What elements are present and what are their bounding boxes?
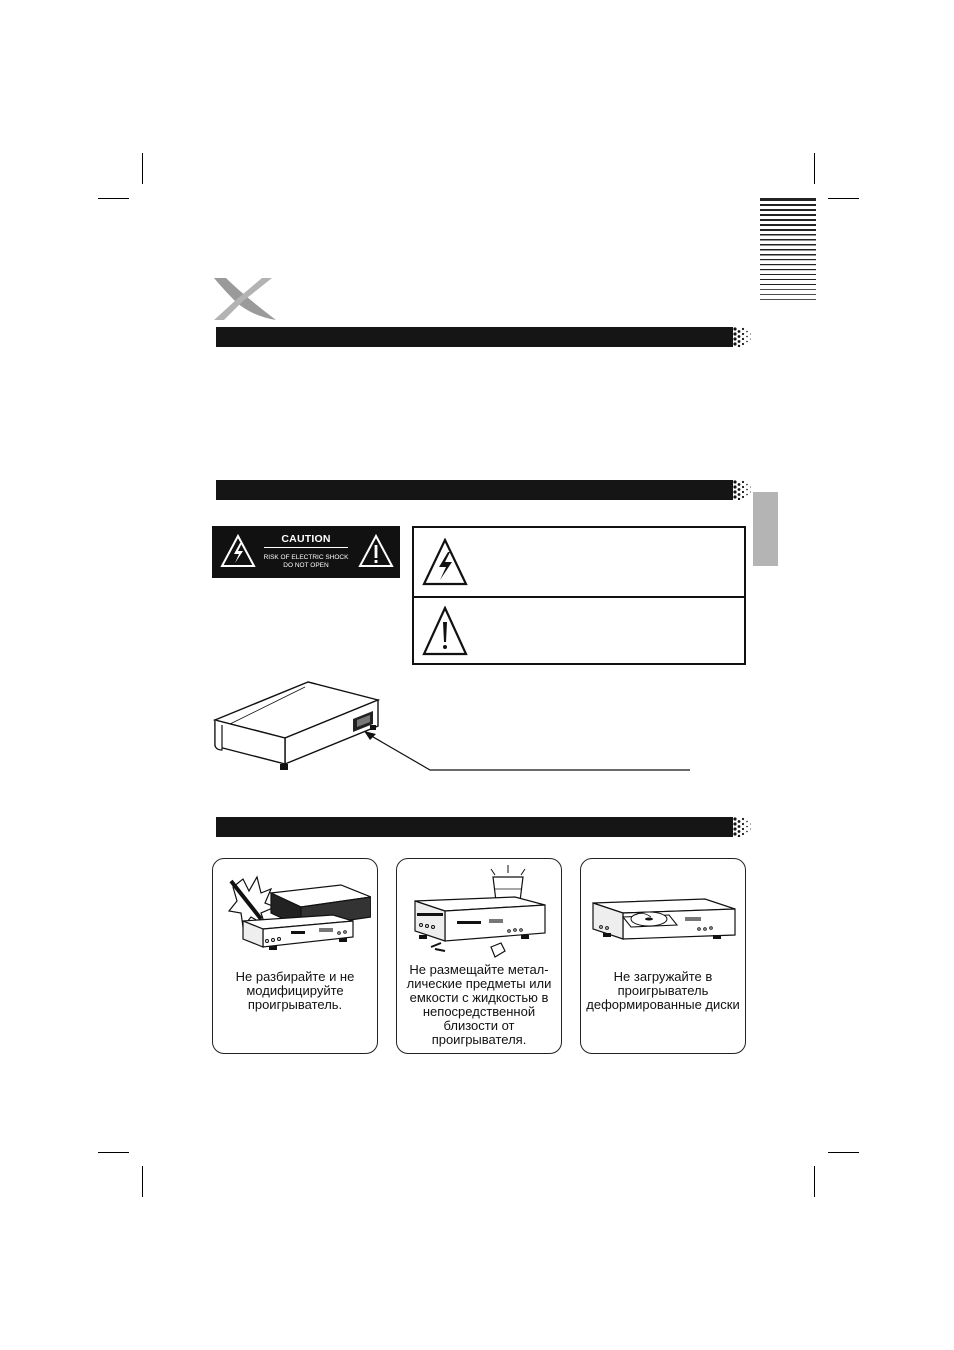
section-bar-fade: [727, 327, 753, 347]
section-bar-fade: [727, 480, 753, 500]
warning-table-divider: [414, 596, 744, 598]
precaution-card-discs: [580, 858, 746, 1054]
crop-mark: [814, 153, 815, 184]
crop-mark: [814, 1166, 815, 1197]
precaution-card-disassembly: [212, 858, 378, 1054]
caution-line-2: DO NOT OPEN: [283, 562, 329, 569]
x-brand-logo: [212, 276, 278, 324]
caution-title: CAUTION: [281, 533, 331, 545]
crop-mark: [142, 1166, 143, 1197]
lightning-warning-icon: [422, 538, 468, 586]
disassembly-illustration: [221, 867, 371, 957]
liquids-illustration: [405, 863, 555, 963]
section-bar-1: [216, 327, 728, 347]
precaution-card-liquids: [396, 858, 562, 1054]
section-bar-3: [216, 817, 728, 837]
deformed-disc-illustration: [589, 887, 739, 953]
section-bar-2: [216, 480, 728, 500]
crop-mark: [828, 1152, 859, 1153]
player-rear-label-illustration: [210, 678, 720, 780]
exclamation-warning-icon: [422, 606, 468, 656]
section-bar-fade: [727, 817, 753, 837]
crop-mark: [98, 1152, 129, 1153]
exclamation-triangle-icon: [358, 534, 394, 568]
precaution-caption: Не разбирайте и не модифицируйте проигрыватель.: [235, 969, 355, 1012]
caution-divider: [264, 547, 348, 548]
caution-label: [212, 526, 400, 578]
language-index-stripes: [760, 198, 816, 304]
warning-symbols-table: [412, 526, 746, 665]
caution-line-1: RISK OF ELECTRIC SHOCK: [263, 554, 349, 561]
crop-mark: [98, 198, 129, 199]
precaution-caption: Не размещайте метал- лические предметы или емкости с жидкостью в непосредственной близости от проигрывателя.: [406, 962, 552, 1047]
crop-mark: [828, 198, 859, 199]
section-side-tab: [753, 492, 778, 566]
precaution-caption: Не загружайте в проигрыватель деформированные диски: [586, 969, 740, 1012]
crop-mark: [142, 153, 143, 184]
